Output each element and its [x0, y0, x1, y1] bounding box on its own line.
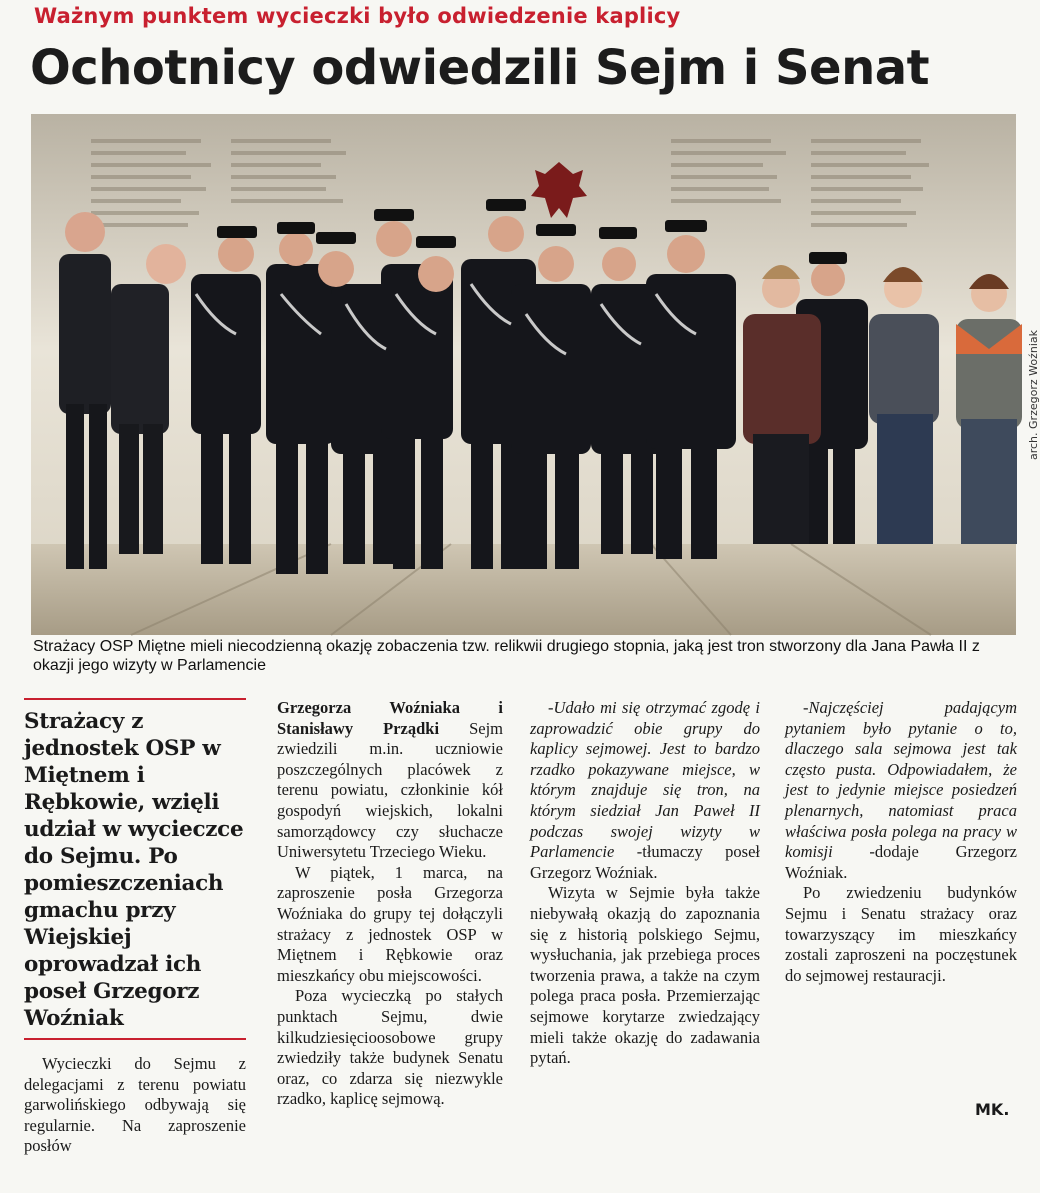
author-signature: MK.: [975, 1100, 1010, 1119]
paragraph-5: Wizyta w Sejmie była także niebywałą okazją do zapoznania się z historią polskiego Sejmu, wysłuchania, jak przebiega proces tworzenia prawa, a także na czym polega praca posła. Przemierzając sejmowe korytarze zwiedzający mieli także okazję do zadawania pytań.: [530, 883, 760, 1068]
photo-credit: arch. Grzegorz Woźniak: [1027, 330, 1040, 461]
paragraph-1-continued: [277, 698, 503, 863]
paragraph-1-continued-text: Sejm zwiedzili m.in. uczniowie poszczególnych placówek z terenu powiatu, członkinie kół gospodyń wiejskich, lokalni samorządowcy czy słuchacze Uniwersytetu Trzeciego Wieku.: [277, 718, 503, 862]
column-3: [530, 698, 760, 1069]
paragraph-6: [785, 698, 1017, 883]
column-4: [785, 698, 1017, 986]
quote-1: -Udało mi się otrzymać zgodę i zaprowadzić obie grupy do kaplicy sejmowej. Jest to bardzo rzadko pokazywane miejsce, w którym znajduje się tron, na którym siedział Jan Paweł II podczas swojej wizyty w Parlamencie: [530, 698, 760, 862]
paragraph-2: W piątek, 1 marca, na zaproszenie posła Grzegorza Woźniaka do grupy tej dołączyli strażacy z jednostek OSP w Miętnem i Rębkowie oraz mieszkańcy obu miejscowości.: [277, 862, 503, 985]
lead-bottom-rule: [24, 1038, 246, 1040]
quote-1-attribution: -tłumaczy poseł Grzegorz Woźniak.: [530, 842, 760, 882]
paragraph-4: [530, 698, 760, 883]
article-headline: Ochotnicy odwiedzili Sejm i Senat: [30, 40, 930, 96]
column-2: [277, 698, 503, 1110]
column-1: [24, 698, 246, 1157]
lead-paragraph: Strażacy z jednostek OSP w Miętnem i Rębkowie, wzięli udział w wycieczce do Sejmu. Po pomieszczeniach gmachu przy Wiejskiej oprowadzał ich poseł Grzegorz Woźniak: [24, 709, 244, 1031]
article-kicker: Ważnym punktem wycieczki było odwiedzenie kaplicy: [34, 4, 681, 28]
paragraph-1: Wycieczki do Sejmu z delegacjami z terenu powiatu garwolińskiego odbywają się regularnie. Na zaproszenie posłów: [24, 1054, 246, 1156]
mps-names: Grzegorza Woźniaka i Stanisławy Prządki: [277, 698, 503, 738]
photo-caption: Strażacy OSP Miętne mieli niecodzienną okazję zobaczenia tzw. relikwii drugiego stopnia, jaką jest tron stworzony dla Jana Pawła II z okazji jego wizyty w Parlamencie: [33, 638, 980, 674]
group-photo-illustration: [31, 114, 1016, 635]
quote-2: -Najczęściej padającym pytaniem było pytanie o to, dlaczego sala sejmowa jest tak często pusta. Odpowiadałem, że jest to jedynie miejsce posiedzeń plenarnych, natomiast praca właściwa posła polega na pracy w komisji: [785, 698, 1017, 862]
paragraph-7: Po zwiedzeniu budynków Sejmu i Senatu strażacy oraz towarzyszący im mieszkańcy zostali zaproszeni na poczęstunek do sejmowej restauracji.: [785, 883, 1017, 985]
group-photo: [31, 114, 1016, 635]
paragraph-3: Poza wycieczką po stałych punktach Sejmu, dwie kilkudziesięcioosobowe grupy zwiedziły także budynek Senatu oraz, co zdarza się niezwykle rzadko, kaplicę sejmową.: [277, 986, 503, 1109]
quote-2-attribution: -dodaje Grzegorz Woźniak.: [785, 842, 1017, 882]
